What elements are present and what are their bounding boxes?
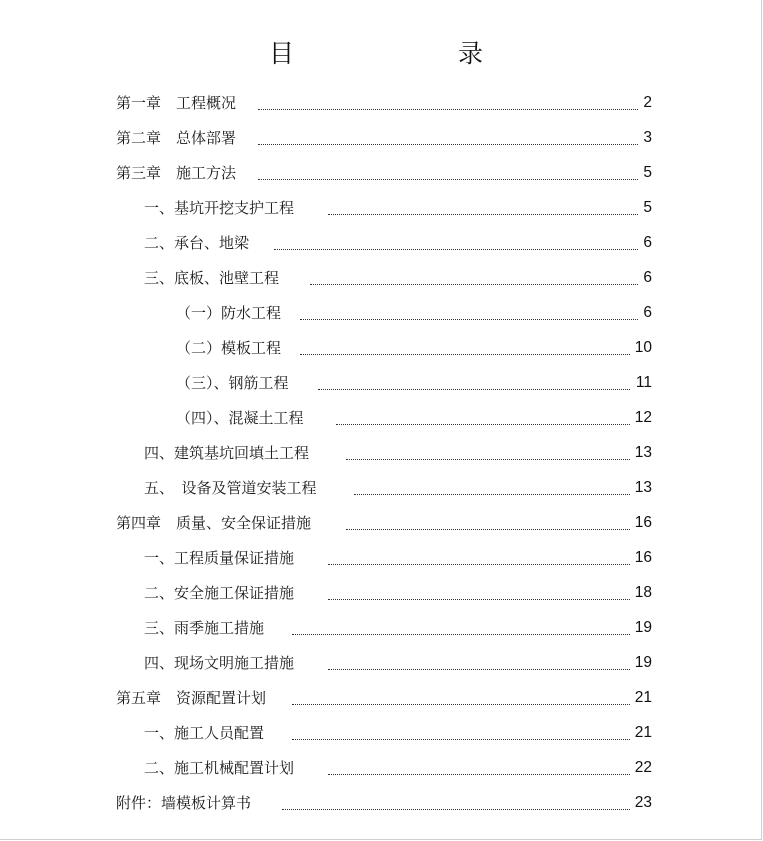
toc-page-number: 13 <box>634 444 652 461</box>
toc-entry-text: 三、雨季施工措施 <box>144 619 265 637</box>
toc-entry-text: （二）模板工程 <box>176 339 282 357</box>
toc-title: 目 录 <box>268 39 521 68</box>
toc-leader-dots <box>328 647 630 670</box>
toc-entry-text: 三、底板、池壁工程 <box>144 269 280 287</box>
toc-page-number: 3 <box>643 129 652 146</box>
toc-page-number: 13 <box>634 479 652 496</box>
toc-entry-ch4-1[interactable] <box>0 547 763 569</box>
toc-entry-text: 第三章 施工方法 <box>116 164 237 182</box>
toc-entry-text: 二、施工机械配置计划 <box>144 759 295 777</box>
toc-entry-appendix[interactable] <box>0 792 763 814</box>
toc-entry-text: 二、安全施工保证措施 <box>144 584 295 602</box>
toc-leader-dots <box>300 332 630 355</box>
toc-entry-text: 第五章 资源配置计划 <box>116 689 267 707</box>
toc-entry-text: 四、建筑基坑回填土工程 <box>144 444 310 462</box>
toc-entry-ch3-1[interactable] <box>0 197 763 219</box>
toc-entry-text: 第四章 质量、安全保证措施 <box>116 514 312 532</box>
toc-leader-dots <box>300 297 638 320</box>
toc-leader-dots <box>328 752 630 775</box>
toc-page-number: 21 <box>634 724 652 741</box>
toc-entry-ch3-2[interactable] <box>0 232 763 254</box>
toc-entry-text: 二、承台、地梁 <box>144 234 250 252</box>
toc-entry-ch3-4[interactable] <box>0 442 763 464</box>
toc-entry-ch4-2[interactable] <box>0 582 763 604</box>
toc-leader-dots <box>328 577 630 600</box>
toc-leader-dots <box>258 157 638 180</box>
toc-entry-ch3-3-3[interactable] <box>0 372 763 394</box>
toc-page-number: 11 <box>635 374 652 391</box>
toc-leader-dots <box>346 507 630 530</box>
toc-page-number: 6 <box>643 234 652 251</box>
toc-entry-ch2[interactable] <box>0 127 763 149</box>
toc-entry-text: （三）、钢筋工程 <box>176 374 289 392</box>
toc-entry-text: 附件：墙模板计算书 <box>116 794 252 812</box>
toc-page-number: 5 <box>643 164 652 181</box>
toc-page-number: 5 <box>643 199 652 216</box>
toc-leader-dots <box>292 717 630 740</box>
toc-entry-ch5[interactable] <box>0 687 763 709</box>
toc-page-number: 19 <box>634 619 652 636</box>
toc-entry-ch3-3-4[interactable] <box>0 407 763 429</box>
toc-entry-text: 一、工程质量保证措施 <box>144 549 295 567</box>
toc-leader-dots <box>310 262 638 285</box>
toc-page-number: 6 <box>643 269 652 286</box>
toc-page-number: 6 <box>643 304 652 321</box>
toc-entry-ch4[interactable] <box>0 512 763 534</box>
toc-page-number: 2 <box>643 94 652 111</box>
toc-page-number: 18 <box>634 584 652 601</box>
toc-entry-ch5-1[interactable] <box>0 722 763 744</box>
toc-entry-ch3-5[interactable] <box>0 477 763 499</box>
toc-page-number: 23 <box>634 794 652 811</box>
toc-leader-dots <box>258 122 638 145</box>
toc-leader-dots <box>318 367 630 390</box>
toc-entry-ch3-3-2[interactable] <box>0 337 763 359</box>
toc-entry-ch4-4[interactable] <box>0 652 763 674</box>
toc-leader-dots <box>292 612 630 635</box>
toc-page-number: 10 <box>634 339 652 356</box>
toc-entry-text: 五、 设备及管道安装工程 <box>144 479 317 497</box>
toc-leader-dots <box>328 542 630 565</box>
toc-leader-dots <box>346 437 630 460</box>
toc-entry-ch1[interactable] <box>0 92 763 114</box>
toc-page-number: 19 <box>634 654 652 671</box>
toc-page-number: 16 <box>634 549 652 566</box>
toc-entry-ch4-3[interactable] <box>0 617 763 639</box>
toc-leader-dots <box>354 472 630 495</box>
toc-entry-text: （四）、混凝土工程 <box>176 409 304 427</box>
toc-leader-dots <box>336 402 630 425</box>
toc-page-number: 16 <box>634 514 652 531</box>
toc-entry-ch3-3-1[interactable] <box>0 302 763 324</box>
toc-leader-dots <box>274 227 638 250</box>
toc-entry-text: 一、基坑开挖支护工程 <box>144 199 295 217</box>
toc-leader-dots <box>258 87 638 110</box>
toc-entry-ch5-2[interactable] <box>0 757 763 779</box>
toc-entry-text: 第一章 工程概况 <box>116 94 237 112</box>
toc-entry-text: 四、现场文明施工措施 <box>144 654 295 672</box>
toc-entry-ch3[interactable] <box>0 162 763 184</box>
toc-entry-ch3-3[interactable] <box>0 267 763 289</box>
toc-entry-text: 一、施工人员配置 <box>144 724 265 742</box>
toc-page-number: 22 <box>634 759 652 776</box>
toc-entry-text: 第二章 总体部署 <box>116 129 237 147</box>
toc-leader-dots <box>292 682 630 705</box>
toc-leader-dots <box>282 787 630 810</box>
toc-page-number: 21 <box>634 689 652 706</box>
toc-entry-text: （一）防水工程 <box>176 304 282 322</box>
toc-page-number: 12 <box>634 409 652 426</box>
